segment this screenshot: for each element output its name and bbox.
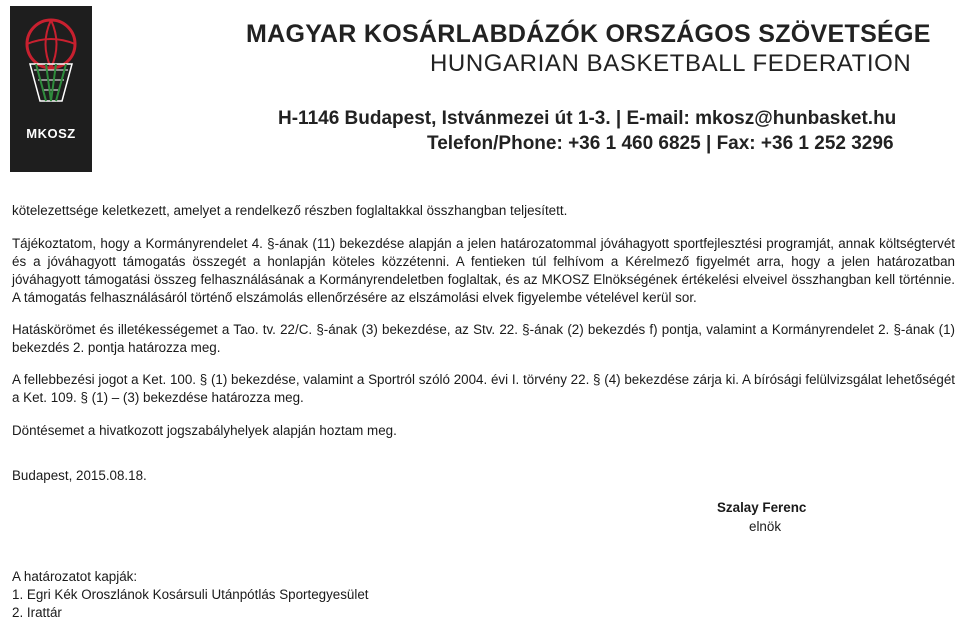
signatory-name: Szalay Ferenc bbox=[717, 500, 807, 515]
paragraph-obligation: kötelezettsége keletkezett, amelyet a rendelkező részben foglaltakkal összhangban teljesített. bbox=[12, 203, 568, 218]
paragraph-decision: Döntésemet a hivatkozott jogszabályhelyek alapján hoztam meg. bbox=[12, 423, 397, 438]
recipients-heading: A határozatot kapják: bbox=[12, 569, 138, 584]
body-block-6 bbox=[12, 467, 955, 485]
recipient-item: 2. Irattár bbox=[12, 605, 62, 620]
mkosz-logo bbox=[10, 6, 92, 172]
paragraph-appeal: A fellebbezési jogot a Ket. 100. § (1) bekezdése, valamint a Sportról szóló 2004. évi I. törvény 22. § (4) bekezdése zárja ki. A bírósági felülvizsgálat lehetőségét a Ket. 109. § (1) – (3) bekezdése határozza meg. bbox=[12, 372, 955, 405]
recipient-item: 1. Egri Kék Oroszlánok Kosársuli Utánpótlás Sportegyesület bbox=[12, 587, 369, 602]
paragraph-information: Tájékoztatom, hogy a Kormányrendelet 4. §-ának (11) bekezdése alapján a jelen határozatommal jóváhagyott sportfejlesztési programját, annak költségtervét és a jóváhagyott támogatás összegét a honlapján köteles közzétenni. A fentieken túl felhívom a Kérelmező figyelmét arra, hogy a jelen határozatban jóváhagyott támogatási összeg felhasználásának a Kormányrendeletben foglaltak, és az MKOSZ Elnökségének értékelési elveivel összhangban kell történnie. A támogatás felhasználásáról történő elszámolás ellenőrzésére az elszámolási elvek figyelembe vételével kerül sor. bbox=[12, 236, 955, 305]
body-block-2 bbox=[12, 235, 955, 307]
org-name-en: HUNGARIAN BASKETBALL FEDERATION bbox=[430, 50, 912, 77]
date-line: Budapest, 2015.08.18. bbox=[12, 468, 147, 483]
body-block-4 bbox=[12, 371, 955, 407]
signatory-role: elnök bbox=[749, 519, 782, 534]
logo-text: MKOSZ bbox=[26, 126, 76, 141]
body-block-3 bbox=[12, 321, 955, 357]
document-body bbox=[12, 202, 955, 220]
basketball-logo-icon bbox=[10, 6, 92, 126]
recipients-block bbox=[12, 568, 369, 622]
address-line: H-1146 Budapest, Istvánmezei út 1-3. | E-mail: mkosz@hunbasket.hu bbox=[278, 108, 897, 129]
phone-line: Telefon/Phone: +36 1 460 6825 | Fax: +36 1 252 3296 bbox=[427, 133, 894, 154]
paragraph-competence: Hatáskörömet és illetékességemet a Tao. tv. 22/C. §-ának (3) bekezdése, az Stv. 22. §-ának (2) bekezdés f) pontja, valamint a Kormányrendelet 2. §-ának (1) bekezdés 2. pontja határozza meg. bbox=[12, 322, 955, 355]
body-block-5 bbox=[12, 422, 955, 440]
org-name-hu: MAGYAR KOSÁRLABDÁZÓK ORSZÁGOS SZÖVETSÉGE bbox=[246, 20, 931, 48]
